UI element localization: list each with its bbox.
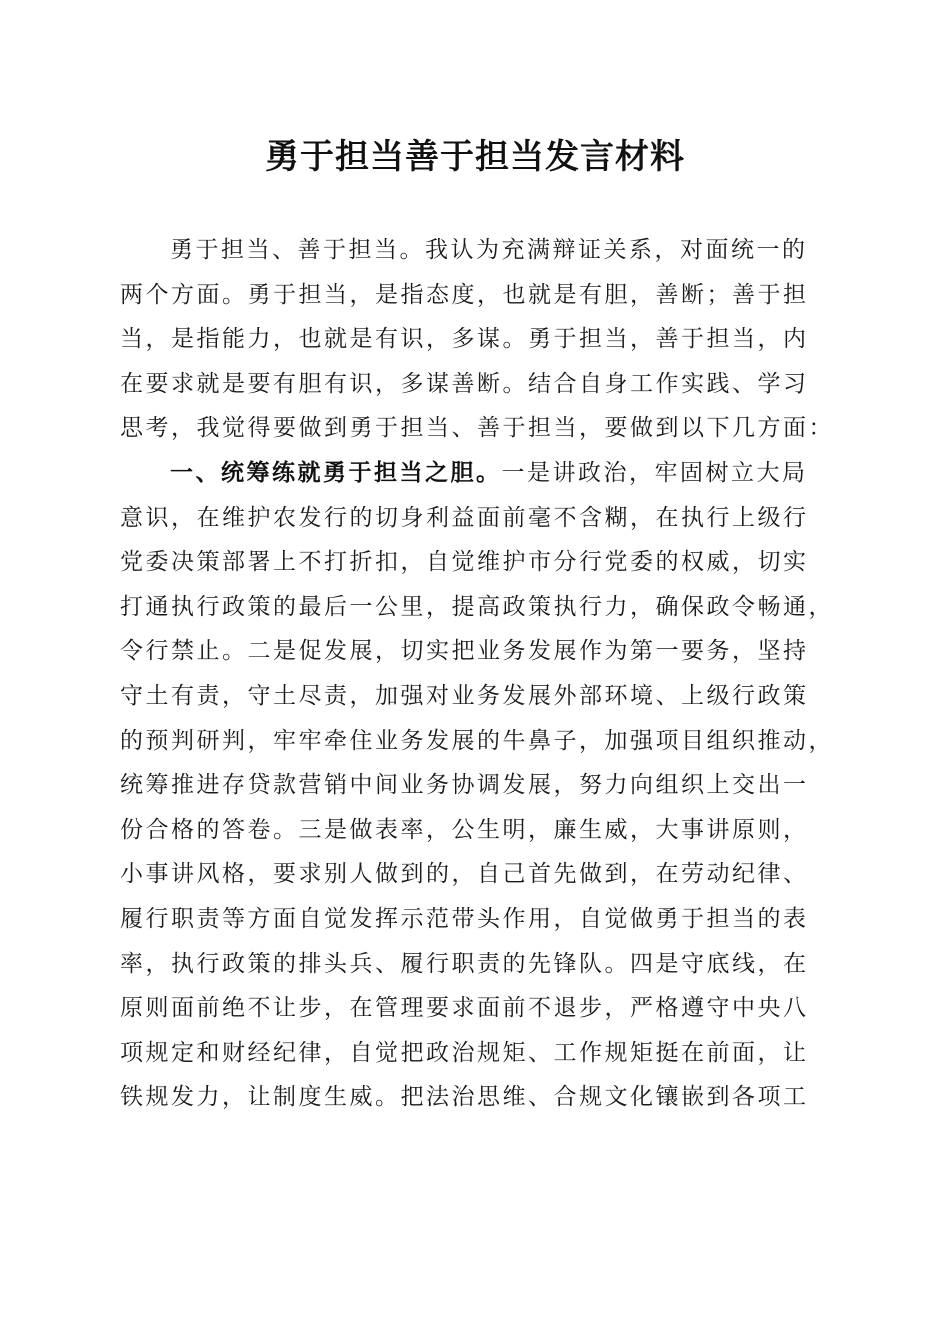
section-first-line <box>120 451 830 496</box>
paragraph-line: 履行职责等方面自觉发挥示范带头作用，自觉做勇于担当的表 <box>120 905 809 932</box>
paragraph-line: 意识，在维护农发行的切身利益面前毫不含糊，在执行上级行 <box>120 504 809 531</box>
paragraph-line: 的预判研判，牢牢牵住业务发展的牛鼻子，加强项目组织推动， <box>120 727 834 754</box>
paragraph-line: 原则面前绝不让步，在管理要求面前不退步，严格遵守中央八 <box>120 995 809 1022</box>
document-body <box>120 228 834 1120</box>
paragraph-line: 打通执行政策的最后一公里，提高政策执行力，确保政令畅通， <box>120 593 834 620</box>
document-title: 勇于担当善于担当发言材料 <box>265 137 685 177</box>
paragraph-line: 党委决策部署上不打折扣，自觉维护市分行党委的权威，切实 <box>120 549 809 576</box>
section-heading: 一、统筹练就勇于担当之胆。 <box>170 459 502 486</box>
paragraph-line: 统筹推进存贷款营销中间业务协调发展，努力向组织上交出一 <box>120 772 809 799</box>
paragraph-line: 两个方面。勇于担当，是指态度，也就是有胆，善断；善于担 <box>120 281 809 308</box>
paragraph-line: 铁规发力，让制度生威。把法治思维、合规文化镶嵌到各项工 <box>120 1084 809 1111</box>
paragraph-line: 项规定和财经纪律，自觉把政治规矩、工作规矩挺在前面，让 <box>120 1039 809 1066</box>
paragraph-line: 率，执行政策的排头兵、履行职责的先锋队。四是守底线，在 <box>120 950 809 977</box>
paragraph-line: 在要求就是要有胆有识，多谋善断。结合自身工作实践、学习 <box>120 370 809 397</box>
paragraph-line: 守土有责，守土尽责，加强对业务发展外部环境、上级行政策 <box>120 682 809 709</box>
section-first-line-text: 一是讲政治，牢固树立大局 <box>501 459 808 486</box>
paragraph-line: 当，是指能力，也就是有识，多谋。勇于担当，善于担当，内 <box>120 326 809 353</box>
paragraph-line: 勇于担当、善于担当。我认为充满辩证关系，对面统一的 <box>170 237 808 263</box>
paragraph-line: 小事讲风格，要求别人做到的，自己首先做到，在劳动纪律、 <box>120 861 809 888</box>
paragraph-line: 思考，我觉得要做到勇于担当、善于担当，要做到以下几方面： <box>120 415 834 442</box>
paragraph-line: 份合格的答卷。三是做表率，公生明，廉生威，大事讲原则， <box>120 816 809 843</box>
paragraph-line: 令行禁止。二是促发展，切实把业务发展作为第一要务，坚持 <box>120 638 809 665</box>
